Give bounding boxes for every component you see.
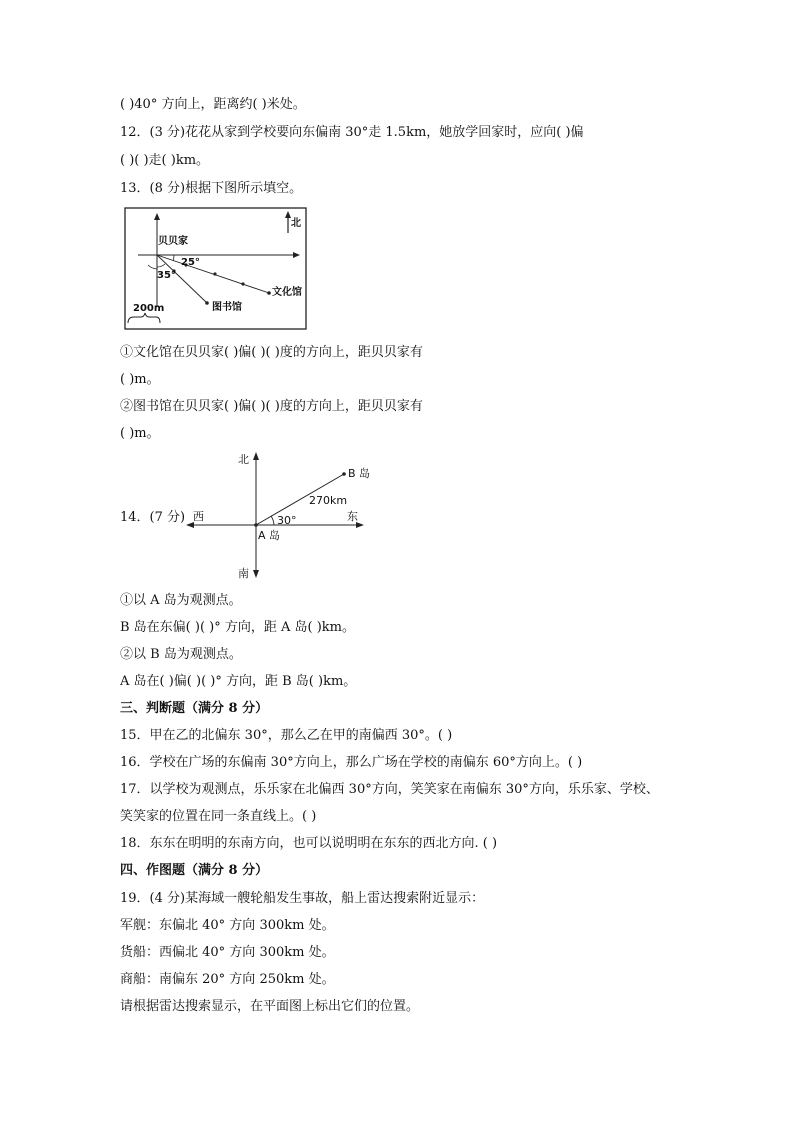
scale-label: 200m: [133, 303, 165, 314]
q12-line-2: ( )( )走( )km。: [120, 153, 210, 168]
q19-warship: 军舰：东偏北 40° 方向 300km 处。: [120, 918, 335, 933]
angle-25: 25°: [181, 257, 200, 268]
q13-part2-line2: ( )m。: [120, 426, 160, 441]
q17-line1: 17．以学校为观测点，乐乐家在北偏西 30°方向，笑笑家在南偏东 30°方向，乐乐家、学校、: [120, 782, 659, 797]
q19-merchant-ship: 商船：南偏东 20° 方向 250km 处。: [120, 972, 335, 987]
island-b-label: B 岛: [348, 467, 371, 480]
q13-part1-line2: ( )m。: [120, 372, 160, 387]
island-a-label: A 岛: [258, 529, 281, 542]
q16: 16．学校在广场的东偏南 30°方向上，那么广场在学校的南偏东 60°方向上。( ): [120, 755, 583, 770]
q14-part2-answer: A 岛在( )偏( )( )° 方向，距 B 岛( )km。: [120, 674, 357, 689]
q17-line2: 笑笑家的位置在同一条直线上。( ): [120, 809, 317, 824]
culture-hall-label: 文化馆: [272, 287, 302, 298]
q13-part2-line1: ②图书馆在贝贝家( )偏( )( )度的方向上，距贝贝家有: [120, 399, 423, 414]
q12-line-1: 12．(3 分)花花从家到学校要向东偏南 30°走 1.5km，她放学回家时，应向( )偏: [120, 125, 584, 140]
east-label: 东: [347, 510, 358, 523]
q19-cargo-ship: 货船：西偏北 40° 方向 300km 处。: [120, 945, 335, 960]
south-label: 南: [238, 567, 249, 580]
q13-figure: [124, 207, 308, 331]
q11-continuation: ( )40° 方向上，距离约( )米处。: [120, 97, 306, 112]
north-label: 北: [238, 453, 249, 466]
q14-title: 14．(7 分): [120, 510, 186, 525]
q14-figure: [182, 448, 372, 582]
north-label: 北: [291, 218, 301, 229]
q14-part2-title: ②以 B 岛为观测点。: [120, 647, 242, 662]
q13-title: 13．(8 分)根据下图所示填空。: [120, 181, 303, 196]
q14-part1-answer: B 岛在东偏( )( )° 方向，距 A 岛( )km。: [120, 620, 356, 635]
distance-label: 270km: [309, 494, 348, 507]
home-label: 贝贝家: [158, 236, 188, 247]
section-drawing-heading: 四、作图题（满分 8 分）: [120, 863, 269, 878]
library-label: 图书馆: [212, 302, 242, 313]
q14-part1-title: ①以 A 岛为观测点。: [120, 593, 242, 608]
q19-instruction: 请根据雷达搜索显示，在平面图上标出它们的位置。: [120, 999, 420, 1014]
west-label: 西: [193, 510, 204, 523]
angle-label: 30°: [277, 514, 297, 527]
q15: 15．甲在乙的北偏东 30°，那么乙在甲的南偏西 30°。( ): [120, 728, 453, 743]
q13-part1-line1: ①文化馆在贝贝家( )偏( )( )度的方向上，距贝贝家有: [120, 345, 423, 360]
q18: 18．东东在明明的东南方向，也可以说明明在东东的西北方向. ( ): [120, 836, 498, 851]
angle-35: 35°: [157, 270, 176, 281]
q19-intro: 19．(4 分)某海域一艘轮船发生事故，船上雷达搜索附近显示：: [120, 891, 485, 906]
section-judgement-heading: 三、判断题（满分 8 分）: [120, 701, 269, 716]
